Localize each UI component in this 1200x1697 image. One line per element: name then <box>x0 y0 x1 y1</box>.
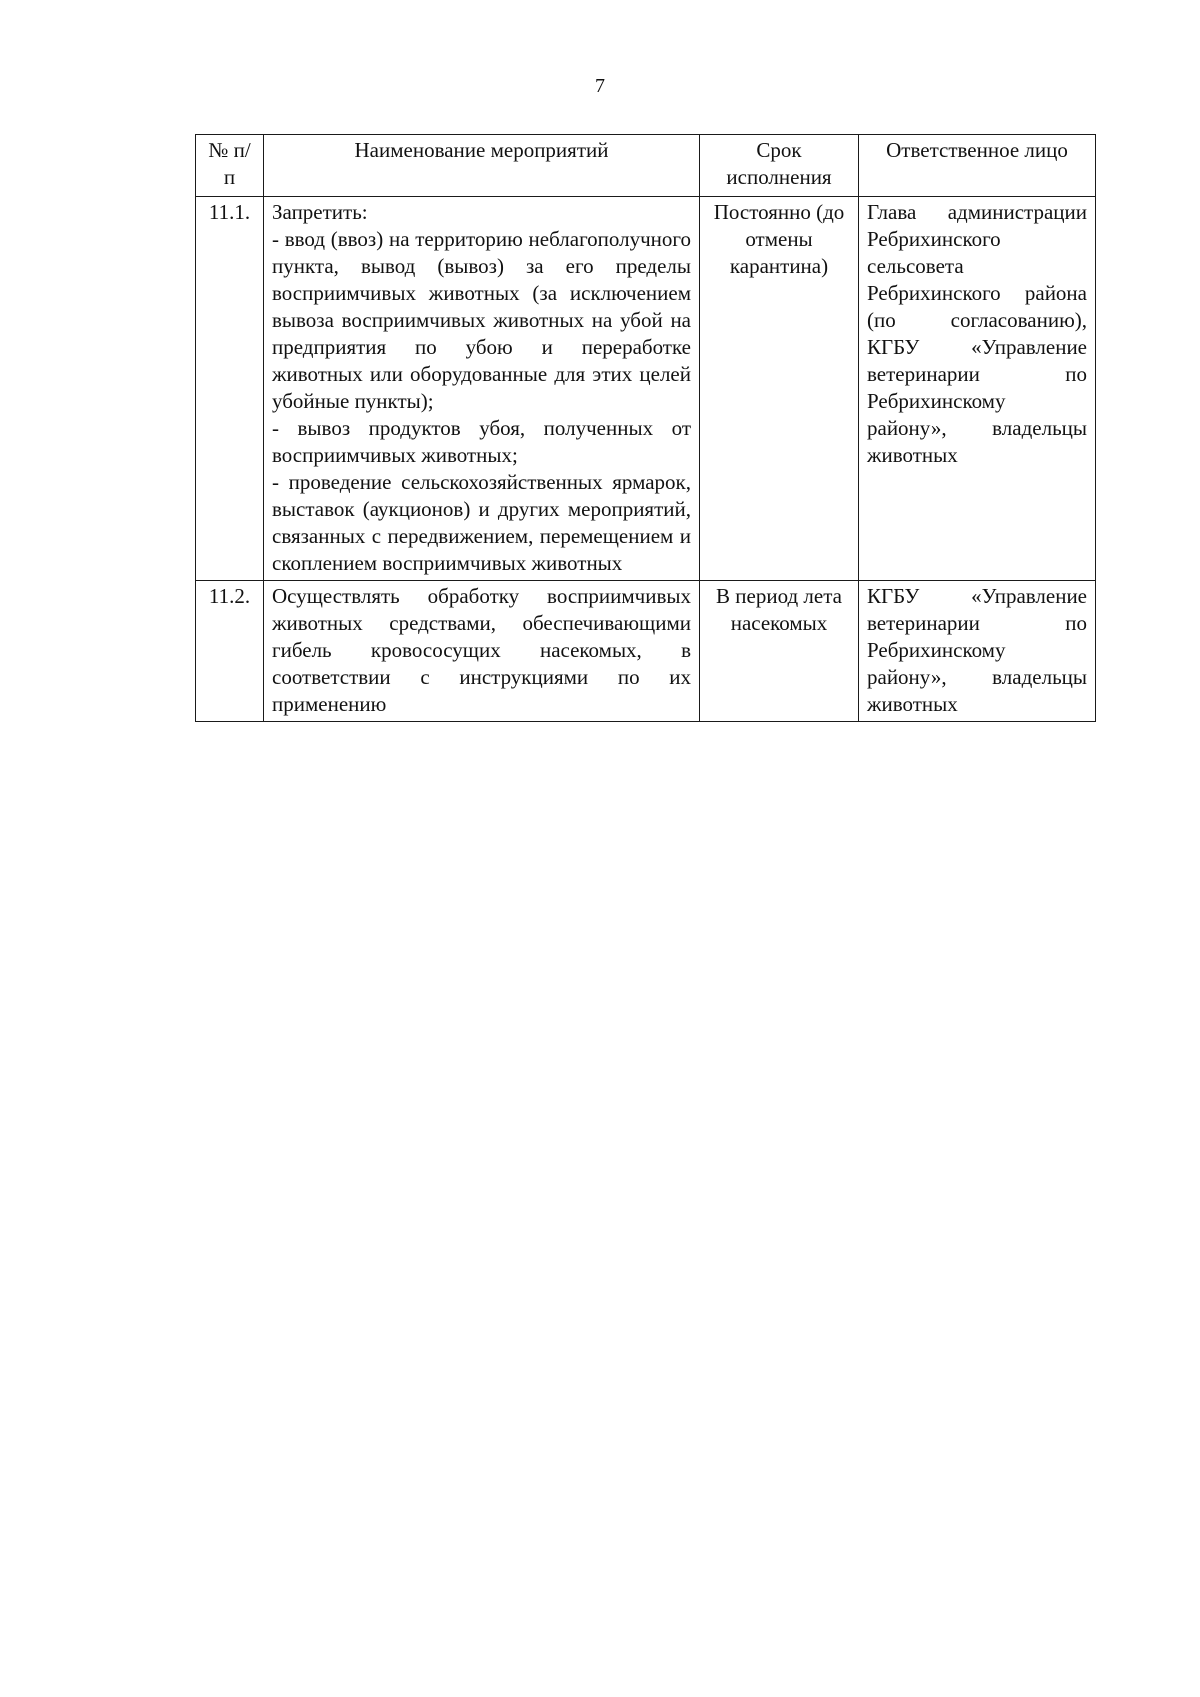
header-responsible: Ответственное лицо <box>859 135 1096 197</box>
table-row <box>196 197 1096 581</box>
row-measure-name <box>264 197 700 581</box>
row-responsible: КГБУ «Управление ветеринарии по Ребрихинскому району», владельцы животных <box>859 581 1096 722</box>
measure-line: - ввод (ввоз) на территорию неблагополучного пункта, вывод (вывоз) за его пределы восприимчивых животных (за исключением вывоза восприимчивых животных на убой на предприятия по убою и переработке животных или оборудованные для этих целей убойные пункты); <box>272 227 691 413</box>
header-number: № п/п <box>196 135 264 197</box>
table-row <box>196 581 1096 722</box>
row-number: 11.1. <box>196 197 264 581</box>
row-term: Постоянно (до отмены карантина) <box>700 197 859 581</box>
header-name: Наименование мероприятий <box>264 135 700 197</box>
row-number: 11.2. <box>196 581 264 722</box>
measure-line: Осуществлять обработку восприимчивых животных средствами, обеспечивающими гибель кровососущих насекомых, в соответствии с инструкциями по их применению <box>272 584 691 716</box>
row-measure-name <box>264 581 700 722</box>
table-header-row <box>196 135 1096 197</box>
row-responsible: Глава администрации Ребрихинского сельсовета Ребрихинского района (по согласованию), КГБУ «Управление ветеринарии по Ребрихинскому району», владельцы животных <box>859 197 1096 581</box>
row-term: В период лета насекомых <box>700 581 859 722</box>
measure-line: - вывоз продуктов убоя, полученных от восприимчивых животных; <box>272 416 691 467</box>
header-term: Срок исполнения <box>700 135 859 197</box>
page-number: 7 <box>595 75 605 97</box>
measure-line: - проведение сельскохозяйственных ярмарок, выставок (аукционов) и других мероприятий, связанных с передвижением, перемещением и скоплением восприимчивых животных <box>272 470 691 575</box>
measures-table <box>195 134 1096 722</box>
measure-line: Запретить: <box>272 200 368 224</box>
